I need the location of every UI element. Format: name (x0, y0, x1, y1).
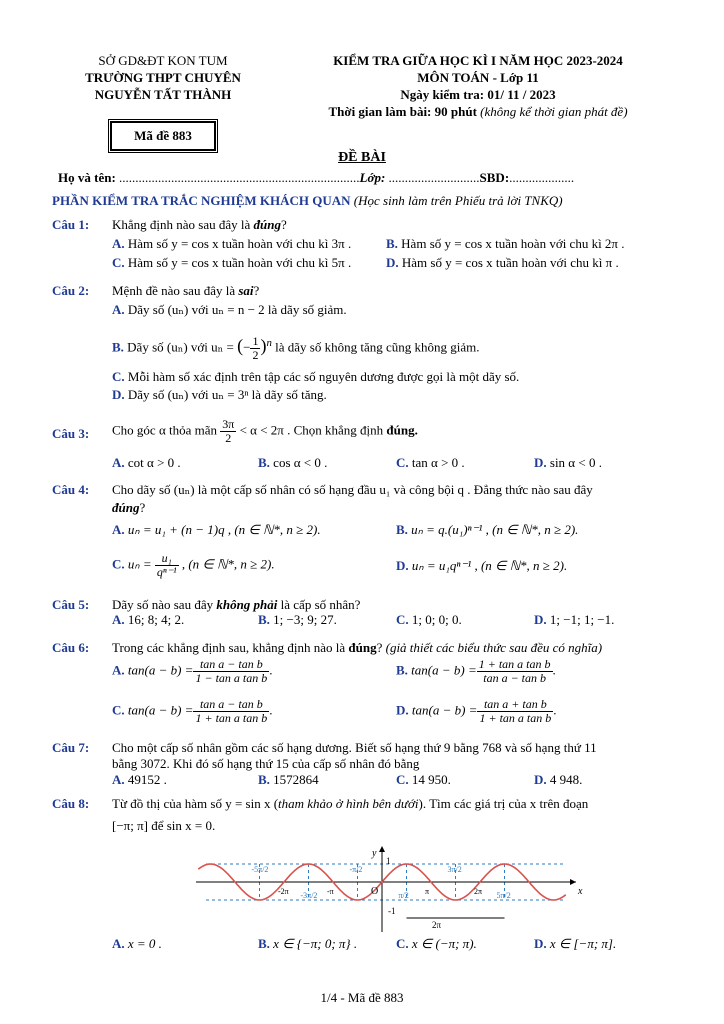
period-label: 2π (432, 920, 442, 930)
tick-1: 1 (386, 856, 391, 866)
option-b: B. 1; −3; 9; 27. (258, 612, 337, 627)
y-axis-arrow (379, 846, 385, 852)
option-d: D. sin α < 0 . (534, 455, 602, 470)
option-c: C. uₙ = $\frac{\text{u₁}}{\text{qⁿ⁻¹}}$ , (n ∈ ℕ*, n ≥ 2). (112, 551, 275, 579)
section-heading: PHẦN KIỂM TRA TRẮC NGHIỆM KHÁCH QUAN (Học sinh làm trên Phiếu trả lời TNKQ) (52, 193, 563, 208)
exam-code-box: Mã đề 883 (110, 121, 216, 151)
option-d: D. 1; −1; 1; −1. (534, 612, 615, 627)
exam-title: KIỂM TRA GIỮA HỌC KÌ I NĂM HỌC 2023-2024 (333, 53, 623, 68)
subject: MÔN TOÁN - Lớp 11 (417, 70, 539, 85)
tick-label: -5π/2 (251, 865, 269, 874)
option-a: A. Dãy số (uₙ) với uₙ = n − 2 là dãy số giảm. (112, 302, 347, 317)
option-d: D. Dãy số (uₙ) với uₙ = 3ⁿ là dãy số tăng. (112, 387, 327, 402)
school-name-1: TRƯỜNG THPT CHUYÊN (85, 70, 241, 85)
student-info-line: Họ và tên: ..........................................................................Lớp: ............................SBD:.................... (58, 170, 575, 185)
option-b: B. 1572864 (258, 772, 319, 787)
tick-label: -3π/2 (300, 891, 318, 900)
sine-graph (196, 846, 584, 932)
tick-label: 2π (474, 887, 483, 896)
option-a: A. 49152 . (112, 772, 167, 787)
option-a: A. uₙ = u₁ + (n − 1)q , (n ∈ ℕ*, n ≥ 2). (112, 522, 321, 537)
tick-minus-1: -1 (388, 906, 396, 916)
option-a: A. x = 0 . (112, 936, 162, 951)
option-c: C. x ∈ (−π; π). (396, 936, 477, 951)
tick-label: 5π/2 (496, 891, 511, 900)
tick-label: -π (327, 887, 334, 896)
option-a: A. cot α > 0 . (112, 455, 181, 470)
page-title: ĐỀ BÀI (338, 150, 386, 165)
option-a: A. Hàm số y = cos x tuần hoàn với chu kì 3π . (112, 236, 352, 251)
option-c: C. Mỗi hàm số xác định trên tập các số nguyên dương được gọi là một dãy số. (112, 369, 520, 384)
tick-label: π/2 (398, 891, 409, 900)
option-b: B. uₙ = q.(u₁)ⁿ⁻¹ , (n ∈ ℕ*, n ≥ 2). (396, 522, 579, 537)
option-c: C. 1; 0; 0; 0. (396, 612, 462, 627)
x-axis-arrow (570, 879, 576, 885)
option-b: B. Dãy số (uₙ) với uₙ = (− $\frac{1}{2}$ )$^n$ là dãy số không tăng cũng không giảm. (112, 334, 480, 362)
exam-date: Ngày kiểm tra: 01/ 11 / 2023 (400, 87, 556, 102)
option-c: C. 14 950. (396, 772, 451, 787)
option-d: D. 4 948. (534, 772, 583, 787)
tick-label: -π/2 (349, 865, 363, 874)
option-d: D. uₙ = u₁qⁿ⁻¹ , (n ∈ ℕ*, n ≥ 2). (396, 558, 568, 573)
option-a: A. 16; 8; 4; 2. (112, 612, 185, 627)
option-b: B. Hàm số y = cos x tuần hoàn với chu kì 2π . (386, 236, 625, 251)
dept-name: SỞ GD&ĐT KON TUM (98, 53, 228, 68)
school-name-2: NGUYỄN TẤT THÀNH (94, 87, 232, 102)
tick-label: 3π/2 (447, 865, 462, 874)
y-axis-label: y (372, 848, 377, 859)
exam-header (288, 52, 668, 120)
option-d: D. tan(a − b) = $\frac{\text{tan a + tan b}}{\text{1 + tan a tan b}}$ . (396, 697, 557, 725)
option-c: C. Hàm số y = cos x tuần hoàn với chu kì 5π . (112, 255, 352, 270)
origin-label: O (371, 886, 379, 897)
x-axis-label: x (578, 886, 583, 897)
option-b: B. cos α < 0 . (258, 455, 328, 470)
option-b: B. x ∈ {−π; 0; π} . (258, 936, 358, 951)
option-d: D. Hàm số y = cos x tuần hoàn với chu kì π . (386, 255, 619, 270)
option-c: C. tan(a − b) = $\frac{\text{tan a − tan b}}{\text{1 + tan a tan b}}$ . (112, 697, 273, 725)
page-footer: 1/4 - Mã đề 883 (320, 990, 404, 1005)
school-header (58, 52, 268, 103)
option-b: B. tan(a − b) = $\frac{\text{1 + tan a tan b}}{\text{tan a − tan b}}$ . (396, 657, 556, 685)
option-d: D. x ∈ [−π; π]. (534, 936, 617, 951)
tick-label: -2π (278, 887, 289, 896)
tick-label: π (425, 887, 430, 896)
option-c: C. tan α > 0 . (396, 455, 465, 470)
option-a: A. tan(a − b) = $\frac{\text{tan a − tan b}}{\text{1 − tan a tan b}}$ . (112, 657, 273, 685)
exam-time: Thời gian làm bài: 90 phút (không kể thời gian phát đề) (328, 104, 628, 119)
